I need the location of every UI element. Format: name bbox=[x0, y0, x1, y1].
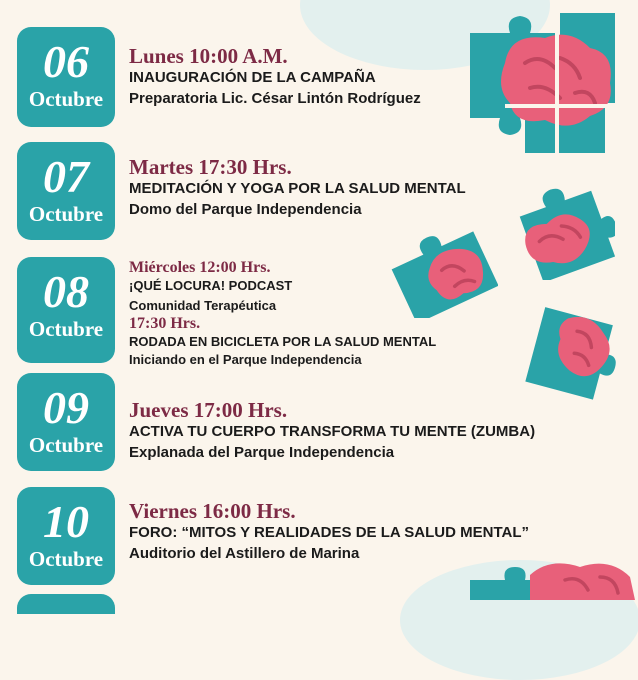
event-time: Jueves 17:00 Hrs. bbox=[129, 398, 288, 422]
date-month: Octubre bbox=[28, 87, 104, 111]
date-month: Octubre bbox=[28, 202, 104, 226]
event-time-2: 17:30 Hrs. bbox=[129, 315, 201, 332]
date-month: Octubre bbox=[28, 547, 104, 571]
event-place: Explanada del Parque Independencia bbox=[129, 444, 395, 461]
date-badge-partial bbox=[17, 594, 115, 614]
event-place: Domo del Parque Independencia bbox=[129, 201, 362, 218]
event-06 bbox=[129, 44, 421, 110]
event-title: FORO: “MITOS Y REALIDADES DE LA SALUD MENTAL” bbox=[129, 524, 530, 541]
puzzle-brain-icon bbox=[515, 180, 615, 280]
event-time: Lunes 10:00 A.M. bbox=[129, 44, 288, 68]
date-day: 08 bbox=[43, 266, 89, 317]
event-10 bbox=[129, 499, 529, 565]
puzzle-brain-icon bbox=[520, 300, 620, 400]
date-day: 10 bbox=[43, 496, 89, 547]
date-month: Octubre bbox=[28, 317, 104, 341]
puzzle-brain-icon bbox=[465, 8, 630, 158]
event-title-2: RODADA EN BICICLETA POR LA SALUD MENTAL bbox=[129, 334, 437, 349]
event-title: MEDITACIÓN Y YOGA POR LA SALUD MENTAL bbox=[129, 180, 466, 197]
date-day: 07 bbox=[43, 151, 89, 202]
puzzle-brain-icon bbox=[388, 228, 498, 318]
date-badge-07 bbox=[17, 142, 115, 240]
date-day: 06 bbox=[43, 36, 89, 87]
event-title: INAUGURACIÓN DE LA CAMPAÑA bbox=[129, 69, 376, 86]
date-badge-09 bbox=[17, 373, 115, 471]
date-badge-06 bbox=[17, 27, 115, 127]
event-time: Miércoles 12:00 Hrs. bbox=[129, 259, 271, 276]
event-place: Comunidad Terapéutica bbox=[129, 298, 277, 313]
event-title: ACTIVA TU CUERPO TRANSFORMA TU MENTE (ZUMBA) bbox=[129, 423, 536, 440]
event-title: ¡QUÉ LOCURA! PODCAST bbox=[129, 278, 293, 293]
puzzle-brain-icon bbox=[470, 555, 638, 600]
event-09 bbox=[129, 398, 535, 464]
event-07 bbox=[129, 155, 466, 221]
event-time: Martes 17:30 Hrs. bbox=[129, 155, 292, 179]
date-badge-10 bbox=[17, 487, 115, 585]
event-place-2: Iniciando en el Parque Independencia bbox=[129, 352, 362, 367]
event-place: Preparatoria Lic. César Lintón Rodríguez bbox=[129, 90, 421, 107]
date-badge-08 bbox=[17, 257, 115, 363]
event-place: Auditorio del Astillero de Marina bbox=[129, 545, 360, 562]
event-time: Viernes 16:00 Hrs. bbox=[129, 499, 296, 523]
date-day: 09 bbox=[43, 382, 89, 433]
date-month: Octubre bbox=[28, 433, 104, 457]
